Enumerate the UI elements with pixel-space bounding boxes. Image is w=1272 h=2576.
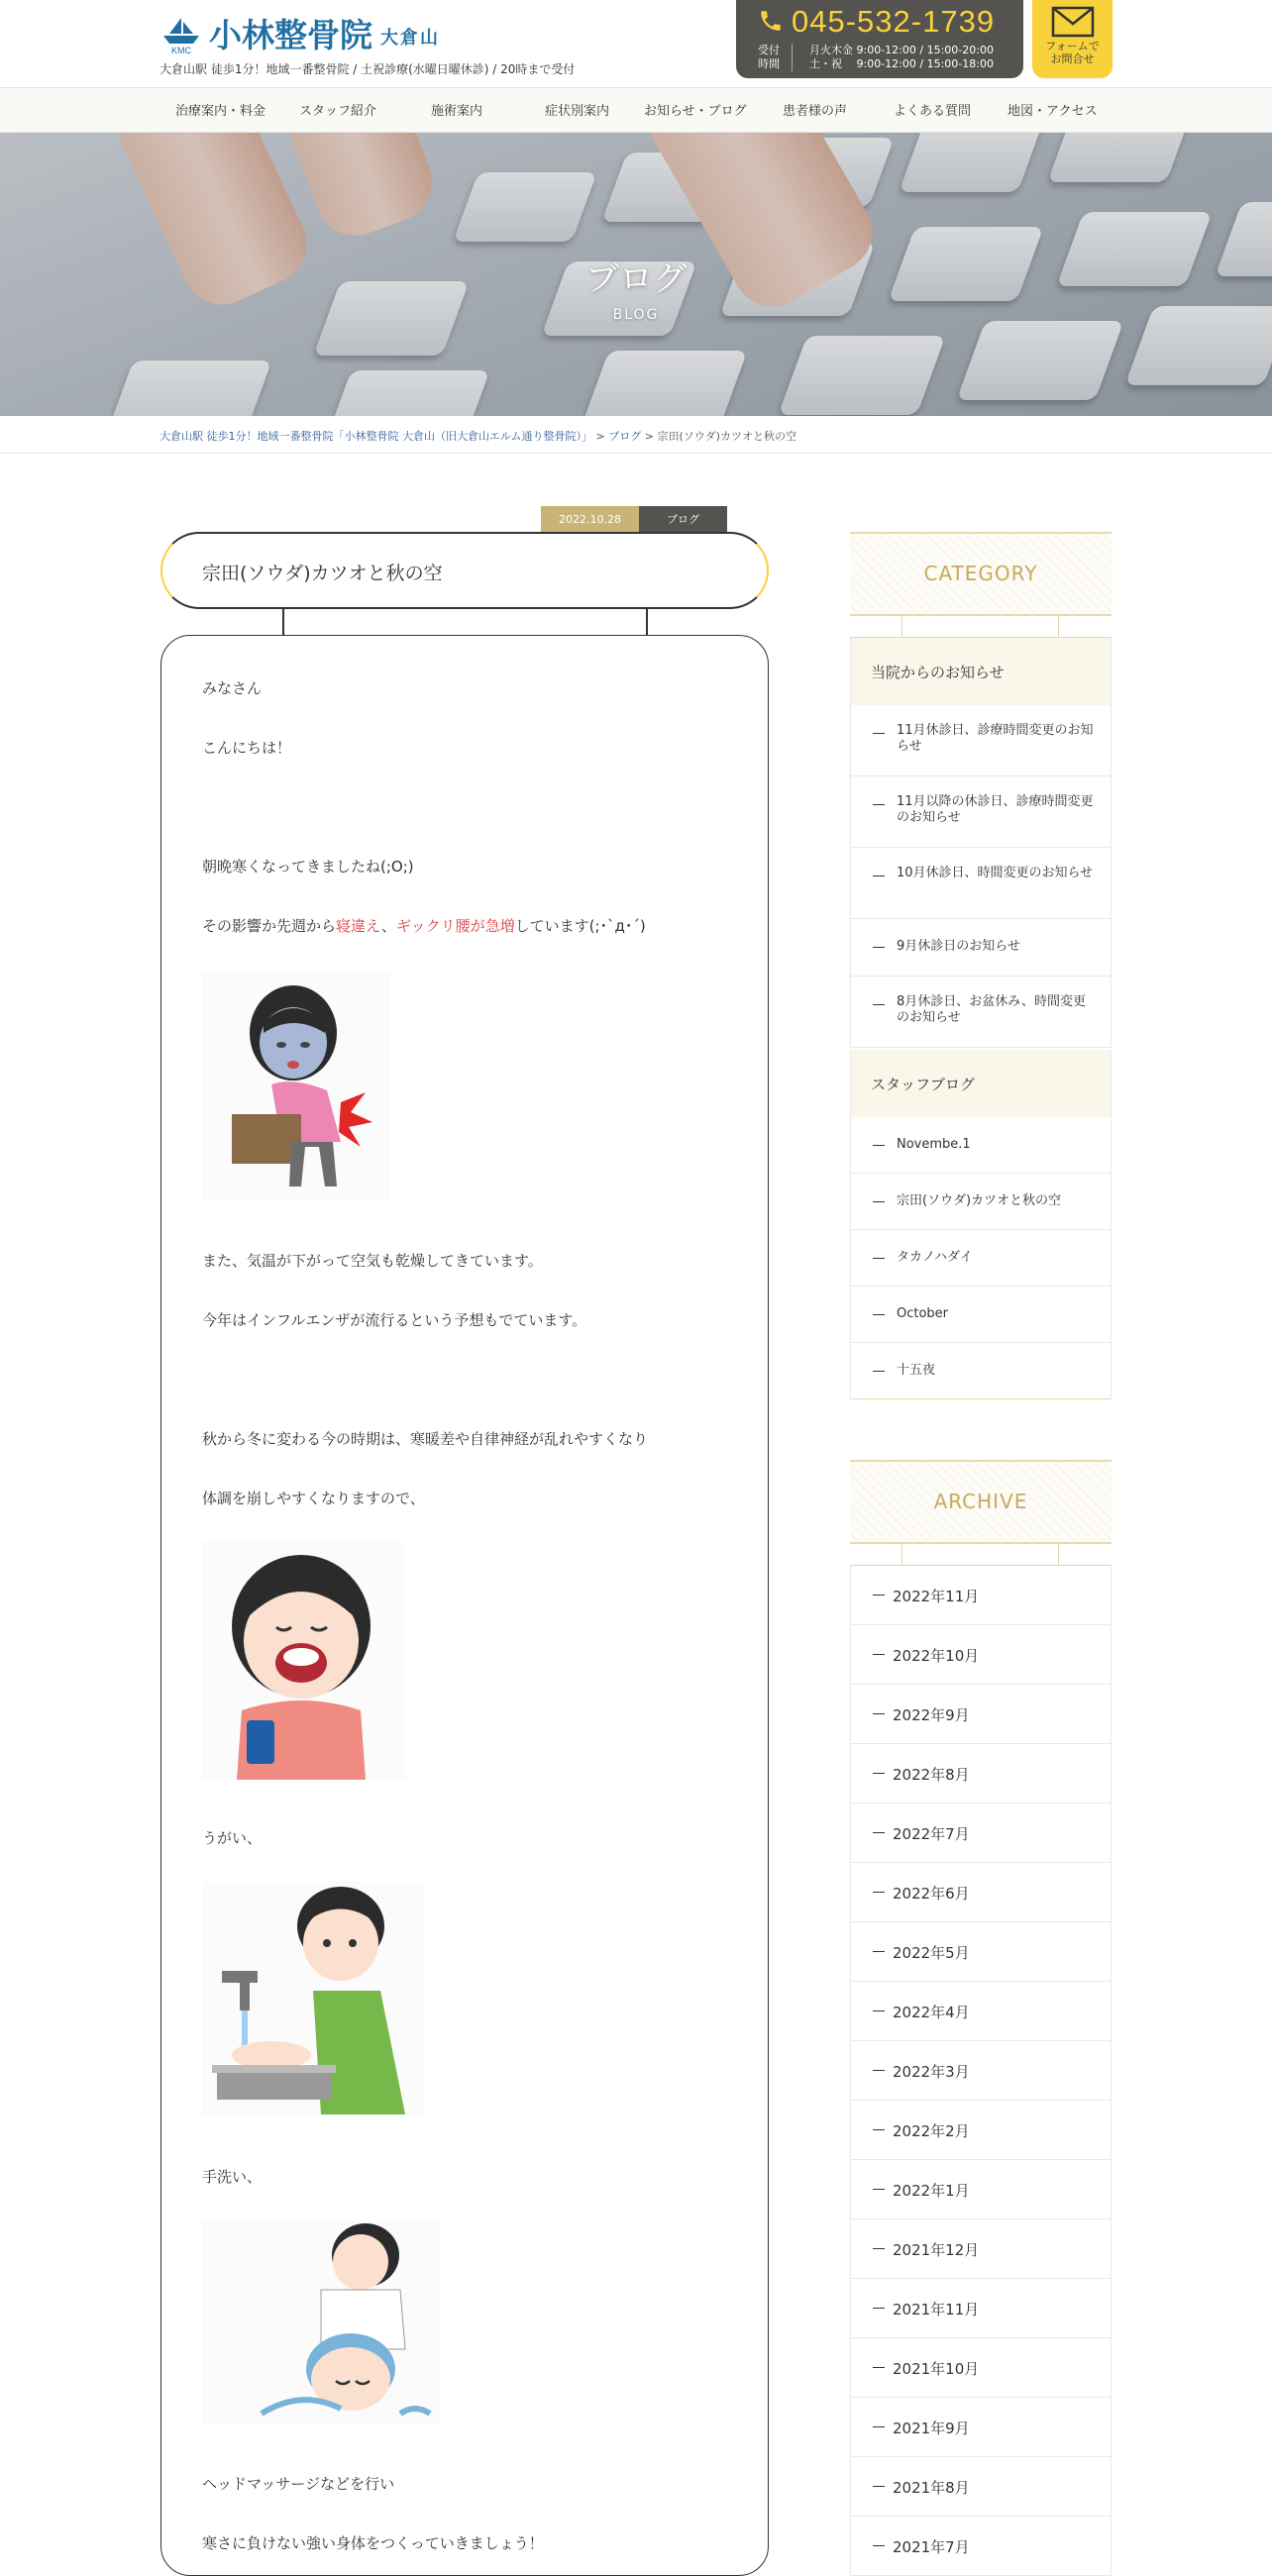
archive-month-label: 2021年7月 — [893, 2538, 970, 2556]
breadcrumb-current: 宗田(ソウダ)カツオと秋の空 — [657, 430, 796, 443]
nav-item-services[interactable]: 施術案内 — [431, 104, 483, 119]
archive-month-link[interactable] — [850, 2338, 1112, 2398]
post-paragraph: また、気温が下がって空気も乾燥してきています。 — [202, 1252, 543, 1270]
breadcrumb-home[interactable]: 大倉山駅 徒歩1分！地域一番整骨院「小林整骨院 大倉山（旧大倉山エルム通り整骨院）」 — [159, 430, 593, 443]
archive-month-label: 2022年9月 — [893, 1706, 970, 1724]
nav-item-treatment-price[interactable]: 治療案内・料金 — [175, 104, 266, 119]
archive-month-label: 2022年4月 — [893, 2004, 970, 2021]
post-date: 2022.10.28 — [541, 506, 639, 533]
archive-month-label: 2022年3月 — [893, 2063, 970, 2081]
hours-weekday: 月火木金 9:00-12:00 / 15:00-20:00 — [809, 44, 994, 56]
site-logo[interactable] — [159, 12, 440, 55]
head-massage-illustration — [202, 2220, 440, 2427]
category-post-link[interactable]: 十五夜 — [850, 1343, 1112, 1399]
archive-month-label: 2021年9月 — [893, 2420, 970, 2437]
form-label-2: お問合せ — [1050, 52, 1095, 65]
gargle-illustration — [202, 1542, 405, 1784]
post-paragraph: ヘッドマッサージなどを行い — [202, 2475, 395, 2493]
archive-month-link[interactable] — [850, 2219, 1112, 2279]
nav-item-staff[interactable]: スタッフ紹介 — [299, 104, 377, 119]
archive-month-label: 2022年11月 — [893, 1588, 980, 1605]
mail-icon — [1051, 6, 1095, 38]
archive-month-link[interactable] — [850, 2279, 1112, 2338]
global-nav — [0, 87, 1272, 133]
breadcrumb-blog[interactable]: ブログ — [608, 430, 642, 443]
archive-month-label: 2021年11月 — [893, 2301, 980, 2318]
nav-item-voices[interactable]: 患者様の声 — [783, 104, 848, 119]
site-header — [0, 0, 1272, 87]
category-post-link[interactable]: 9月休診日のお知らせ — [850, 919, 1112, 977]
archive-month-label: 2022年1月 — [893, 2182, 970, 2200]
post-paragraph: うがい、 — [202, 1829, 263, 1847]
archive-month-link[interactable] — [850, 2160, 1112, 2219]
highlight-sleep-neck: 寝違え — [336, 917, 381, 935]
category-post-link[interactable]: 宗田(ソウダ)カツオと秋の空 — [850, 1174, 1112, 1230]
archive-month-link[interactable] — [850, 2517, 1112, 2576]
business-hours — [809, 44, 994, 71]
handwash-illustration — [202, 1882, 425, 2118]
logo-place: 大倉山 — [380, 28, 440, 49]
archive-month-link[interactable] — [850, 2457, 1112, 2517]
logo-name: 小林整骨院 — [209, 16, 372, 54]
breadcrumb: 大倉山駅 徒歩1分！地域一番整骨院「小林整骨院 大倉山（旧大倉山エルム通り整骨院）」 > ブログ > 宗田(ソウダ)カツオと秋の空 — [0, 416, 1272, 454]
category-post-link[interactable]: 11月休診日、診療時間変更のお知らせ — [850, 705, 1112, 776]
archive-month-label: 2022年8月 — [893, 1766, 970, 1784]
post-paragraph: こんにちは！ — [202, 739, 292, 757]
highlight-back-strain: ギックリ腰が急増 — [395, 917, 515, 935]
nav-item-access[interactable]: 地図・アクセス — [1007, 104, 1098, 119]
category-post-link[interactable]: October — [850, 1287, 1112, 1343]
hours-divider — [792, 44, 793, 71]
post-paragraph: みなさん — [202, 679, 263, 697]
archive-month-link[interactable] — [850, 1566, 1112, 1625]
post-paragraph: 秋から冬に変わる今の時期は、寒暖差や自律神経が乱れやすくなり — [202, 1430, 649, 1448]
archive-month-link[interactable] — [850, 1982, 1112, 2041]
archive-month-label: 2022年7月 — [893, 1825, 970, 1843]
post-title-box — [160, 532, 769, 609]
contact-form-button[interactable] — [1032, 0, 1113, 78]
back-pain-illustration — [202, 974, 390, 1205]
post-paragraph: 今年はインフルエンザが流行るという予想もでています。 — [202, 1311, 587, 1329]
category-widget-header — [850, 532, 1112, 616]
archive-month-label: 2022年5月 — [893, 1944, 970, 1962]
archive-month-label: 2021年12月 — [893, 2241, 980, 2259]
hero-banner — [0, 133, 1272, 416]
archive-month-link[interactable] — [850, 1803, 1112, 1863]
archive-month-link[interactable] — [850, 1863, 1112, 1922]
nav-item-news-blog[interactable]: お知らせ・ブログ — [644, 104, 747, 119]
nav-item-symptoms[interactable]: 症状別案内 — [545, 104, 610, 119]
category-group-clinic-news[interactable]: 当院からのお知らせ — [850, 638, 1112, 705]
form-label-1: フォームで — [1045, 40, 1100, 52]
archive-month-label: 2021年8月 — [893, 2479, 970, 2497]
post-paragraph: 手洗い、 — [202, 2168, 263, 2186]
phone-contact-box[interactable] — [736, 0, 1023, 78]
archive-month-link[interactable] — [850, 2398, 1112, 2457]
archive-month-link[interactable] — [850, 2101, 1112, 2160]
archive-month-label: 2022年2月 — [893, 2122, 970, 2140]
hours-weekend: 土・祝 9:00-12:00 / 15:00-18:00 — [809, 57, 994, 70]
archive-month-link[interactable] — [850, 1685, 1112, 1744]
category-post-link[interactable]: タカノハダイ — [850, 1230, 1112, 1287]
post-category[interactable]: ブログ — [639, 506, 727, 533]
ship-logo-icon — [159, 12, 203, 55]
archive-widget-header — [850, 1460, 1112, 1544]
post-paragraph: 朝晩寒くなってきましたね(;O;) — [202, 858, 414, 876]
archive-month-label: 2022年6月 — [893, 1885, 970, 1903]
post-paragraph: その影響か先週から寝違え、ギックリ腰が急増しています(;･`д･´) — [202, 917, 646, 935]
archive-month-label: 2021年10月 — [893, 2360, 980, 2378]
nav-item-faq[interactable]: よくある質問 — [894, 104, 972, 119]
archive-month-link[interactable] — [850, 2041, 1112, 2101]
category-post-link[interactable]: 8月休診日、お盆休み、時間変更のお知らせ — [850, 977, 1112, 1048]
hero-title: ブログ — [585, 259, 687, 299]
post-content — [160, 635, 769, 2576]
post-title: 宗田(ソウダ)カツオと秋の空 — [202, 563, 443, 584]
post-paragraph: 寒さに負けない強い身体をつくっていきましょう！ — [202, 2534, 544, 2552]
category-post-link[interactable]: 10月休診日、時間変更のお知らせ — [850, 848, 1112, 919]
category-post-link[interactable]: Novembe.1 — [850, 1117, 1112, 1174]
hero-subtitle: BLOG — [612, 307, 660, 323]
archive-month-link[interactable] — [850, 1744, 1112, 1803]
hours-label: 受付 時間 — [758, 44, 780, 70]
archive-month-link[interactable] — [850, 1625, 1112, 1685]
category-post-link[interactable]: 11月以降の休診日、診療時間変更のお知らせ — [850, 776, 1112, 848]
category-group-staff-blog[interactable]: スタッフブログ — [850, 1050, 1112, 1117]
phone-icon — [758, 8, 784, 34]
svg-text:KMC: KMC — [171, 46, 191, 55]
archive-month-label: 2022年10月 — [893, 1647, 980, 1665]
category-widget-title: CATEGORY — [923, 562, 1038, 585]
post-paragraph: 体調を崩しやすくなりますので、 — [202, 1490, 425, 1507]
phone-number[interactable]: 045-532-1739 — [792, 4, 996, 39]
archive-widget-title: ARCHIVE — [933, 1490, 1028, 1513]
archive-month-link[interactable] — [850, 1922, 1112, 1982]
site-tagline: 大倉山駅 徒歩1分！地域一番整骨院 / 土祝診療(水曜日曜休診) / 20時まで受付 — [159, 62, 576, 76]
